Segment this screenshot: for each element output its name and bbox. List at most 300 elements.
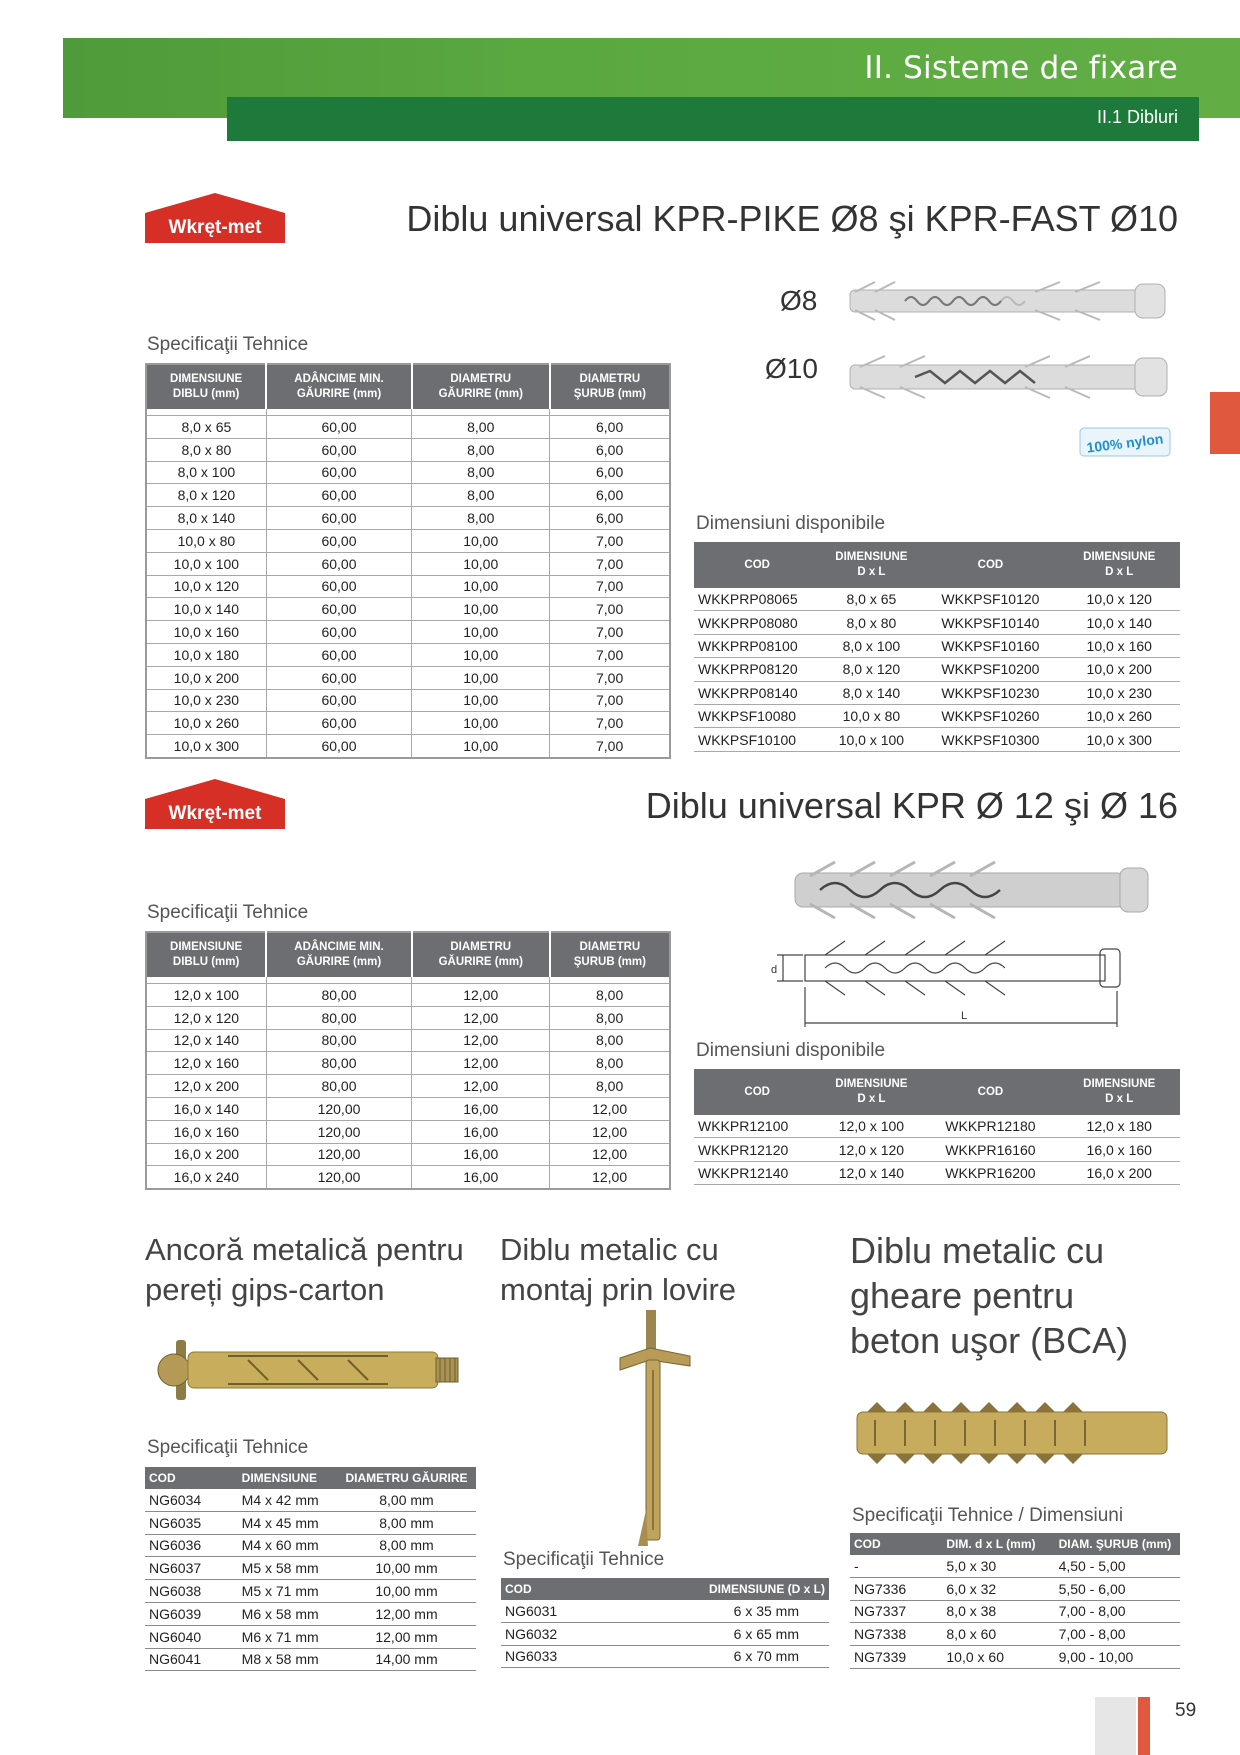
table-cell: 120,00 — [266, 1143, 411, 1166]
table-cell: 12,00 — [550, 1166, 670, 1189]
column-header-line: DIMENSIUNE — [170, 373, 243, 385]
table-cell: WKKPR16160 — [922, 1138, 1058, 1161]
table-cell: 16,00 — [412, 1120, 550, 1143]
table-row — [146, 1029, 670, 1052]
table-cell: NG7338 — [850, 1623, 942, 1646]
table-cell: 8,0 x 140 — [820, 681, 922, 704]
column-header: DIMENSIUNE — [238, 1467, 337, 1489]
column-header-line: D x L — [1105, 566, 1134, 578]
nylon-badge — [1078, 424, 1173, 460]
table-cell: 8,0 x 120 — [146, 484, 266, 507]
avail-table-s2 — [694, 1069, 1180, 1185]
table-cell: 60,00 — [266, 484, 411, 507]
table-cell: 120,00 — [266, 1097, 411, 1120]
column-header-line: DIAMETRU — [579, 941, 641, 953]
column-header-line: DIAMETRU — [579, 373, 641, 385]
table-cell: 10,00 mm — [337, 1580, 476, 1603]
column-header-line: GĂURIRE (mm) — [438, 388, 523, 400]
table-cell: 10,0 x 260 — [1058, 704, 1180, 727]
table-cell: 120,00 — [266, 1120, 411, 1143]
table-cell: 8,0 x 100 — [146, 461, 266, 484]
nylon-badge-text: 100% nylon — [1085, 430, 1165, 456]
table-cell: 12,0 x 100 — [146, 984, 266, 1007]
spec-label-s5: Specificaţii Tehnice / Dimensiuni — [852, 1505, 1124, 1526]
table-cell: 7,00 — [550, 575, 670, 598]
table-cell: 7,00 — [550, 666, 670, 689]
table-cell: 8,00 — [550, 1075, 670, 1098]
table-cell: M5 x 71 mm — [238, 1580, 337, 1603]
table-row — [694, 611, 1180, 634]
table-cell: 60,00 — [266, 712, 411, 735]
table-cell: 8,00 mm — [337, 1511, 476, 1534]
table-cell: 7,00 - 8,00 — [1055, 1600, 1180, 1623]
table-cell: NG7337 — [850, 1600, 942, 1623]
page-corner-grey — [1095, 1697, 1136, 1755]
table-cell: 7,00 — [550, 735, 670, 758]
column-header-line: DIMENSIUNE — [1083, 551, 1156, 563]
table-cell: 8,00 — [412, 507, 550, 530]
table-cell: 12,0 x 100 — [820, 1115, 922, 1138]
table-cell: 8,0 x 100 — [820, 634, 922, 657]
table-cell: 10,0 x 140 — [1058, 611, 1180, 634]
table-cell: 6,00 — [550, 461, 670, 484]
column-header — [922, 542, 1058, 588]
table-cell: 12,0 x 160 — [146, 1052, 266, 1075]
table-header-row — [694, 1069, 1180, 1115]
column-header-line: ADÂNCIME MIN. — [294, 941, 384, 953]
avail-label-s1: Dimensiuni disponibile — [696, 513, 886, 534]
table-row — [694, 728, 1180, 751]
table-row — [145, 1557, 476, 1580]
table-cell: 8,00 — [550, 984, 670, 1007]
title-bca — [850, 1228, 1128, 1363]
table-row — [145, 1534, 476, 1557]
table-cell: NG6035 — [145, 1511, 238, 1534]
table-cell: 60,00 — [266, 461, 411, 484]
table-row — [501, 1645, 829, 1668]
column-header — [266, 364, 411, 409]
table-cell: 6,00 — [550, 484, 670, 507]
table-cell: 12,00 — [550, 1097, 670, 1120]
table-cell: 16,0 x 200 — [1058, 1161, 1180, 1184]
column-header — [550, 364, 670, 409]
table-row — [145, 1625, 476, 1648]
table-cell: 8,00 mm — [337, 1534, 476, 1557]
table-cell: 12,00 — [550, 1143, 670, 1166]
table-cell: 10,00 — [412, 735, 550, 758]
spec-label-s2: Specificaţii Tehnice — [147, 902, 309, 923]
table-cell: 10,00 — [412, 689, 550, 712]
table-cell: 10,0 x 300 — [146, 735, 266, 758]
table-cell: 7,00 — [550, 621, 670, 644]
table-cell: NG6033 — [501, 1645, 681, 1668]
table-cell: 7,00 — [550, 689, 670, 712]
table-cell: 7,00 — [550, 529, 670, 552]
table-row — [146, 666, 670, 689]
table-cell: 6,00 — [550, 507, 670, 530]
page-number: 59 — [1175, 1700, 1197, 1721]
table-cell: 60,00 — [266, 598, 411, 621]
column-header: DIAMETRU GĂURIRE — [337, 1467, 476, 1489]
spec-label-s4: Specificaţii Tehnice — [503, 1549, 665, 1570]
table-cell: 6 x 35 mm — [681, 1600, 829, 1622]
dowel-technical-drawing — [765, 935, 1165, 1030]
table-row — [694, 588, 1180, 611]
table-row — [146, 552, 670, 575]
brand-logo — [145, 193, 285, 243]
brand-logo-text: Wkręt-met — [168, 217, 262, 238]
column-header-line: COD — [977, 1085, 1004, 1098]
table-cell: 10,00 — [412, 575, 550, 598]
column-header-line: ŞURUB (mm) — [573, 388, 646, 400]
table-cell: 12,0 x 120 — [146, 1006, 266, 1029]
spec-label-s3: Specificaţii Tehnice — [147, 1437, 309, 1458]
table-cell: WKKPSF10160 — [922, 634, 1058, 657]
table-cell: 16,0 x 160 — [1058, 1138, 1180, 1161]
table-cell: 8,0 x 65 — [820, 588, 922, 611]
table-cell: 12,00 mm — [337, 1602, 476, 1625]
table-cell: NG6034 — [145, 1489, 238, 1511]
table-row — [146, 1097, 670, 1120]
table-cell: 12,00 — [412, 984, 550, 1007]
title-lovire-line2: montaj prin lovire — [500, 1272, 737, 1307]
column-header — [550, 932, 670, 977]
table-cell: WKKPR12180 — [922, 1115, 1058, 1138]
column-header-line: DIBLU (mm) — [172, 956, 240, 968]
table-row — [146, 438, 670, 461]
column-header: COD — [850, 1533, 942, 1555]
table-cell: WKKPRP08100 — [694, 634, 820, 657]
table-cell: 10,0 x 120 — [146, 575, 266, 598]
side-tab-marker — [1210, 392, 1240, 454]
column-header-line: ADÂNCIME MIN. — [294, 373, 384, 385]
table-cell: 16,0 x 140 — [146, 1097, 266, 1120]
table-cell: - — [850, 1555, 942, 1577]
table-cell: NG6041 — [145, 1648, 238, 1671]
bca-anchor-image — [855, 1400, 1170, 1466]
table-cell: 80,00 — [266, 1029, 411, 1052]
table-cell: NG6039 — [145, 1602, 238, 1625]
table-cell: 8,0 x 60 — [942, 1623, 1054, 1646]
table-cell: 6,0 x 32 — [942, 1577, 1054, 1600]
table-cell: 12,0 x 200 — [146, 1075, 266, 1098]
table-cell: WKKPSF10080 — [694, 704, 820, 727]
table-cell: 10,0 x 230 — [146, 689, 266, 712]
table-cell: 6 x 70 mm — [681, 1645, 829, 1668]
table-row — [146, 735, 670, 758]
brand-logo — [145, 779, 285, 829]
table-cell: 10,0 x 180 — [146, 643, 266, 666]
table-row — [694, 1115, 1180, 1138]
table-cell: 60,00 — [266, 643, 411, 666]
column-header-line: D x L — [857, 566, 886, 578]
column-header: DIAM. ŞURUB (mm) — [1055, 1533, 1180, 1555]
metal-anchor-image — [148, 1330, 488, 1410]
table-cell: 16,00 — [412, 1097, 550, 1120]
table-cell: 16,0 x 240 — [146, 1166, 266, 1189]
column-header-line: DIMENSIUNE — [835, 1078, 908, 1090]
table-cell: 12,0 x 120 — [820, 1138, 922, 1161]
title-bca-line3: beton uşor (BCA) — [850, 1320, 1129, 1361]
table-header-row — [501, 1578, 829, 1600]
table-cell: 16,0 x 200 — [146, 1143, 266, 1166]
table-cell: 12,00 — [412, 1075, 550, 1098]
chapter-title: II. Sisteme de fixare — [864, 50, 1178, 86]
table-cell: NG6040 — [145, 1625, 238, 1648]
table-cell: 60,00 — [266, 575, 411, 598]
column-header — [412, 364, 550, 409]
page-corner-red — [1138, 1697, 1150, 1755]
table-row — [145, 1511, 476, 1534]
table-cell: WKKPRP08140 — [694, 681, 820, 704]
table-cell: WKKPSF10300 — [922, 728, 1058, 751]
table-header-row — [850, 1533, 1180, 1555]
column-header-line: COD — [744, 558, 770, 571]
table-cell: M4 x 60 mm — [238, 1534, 337, 1557]
column-header — [694, 542, 820, 588]
table-cell: 10,0 x 100 — [820, 728, 922, 751]
table-row — [146, 1120, 670, 1143]
table-row — [145, 1489, 476, 1511]
spec-table-ancora — [145, 1467, 476, 1671]
table-row — [146, 598, 670, 621]
table-cell: 10,00 — [412, 621, 550, 644]
table-cell: M6 x 71 mm — [238, 1625, 337, 1648]
table-cell: 6 x 65 mm — [681, 1622, 829, 1645]
table-cell: WKKPR16200 — [922, 1161, 1058, 1184]
table-cell: 60,00 — [266, 507, 411, 530]
table-cell: 12,00 — [412, 1052, 550, 1075]
title-lovire — [500, 1230, 736, 1310]
table-cell: NG6038 — [145, 1580, 238, 1603]
table-cell: 6,00 — [550, 438, 670, 461]
table-row — [501, 1600, 829, 1622]
table-cell: 80,00 — [266, 1006, 411, 1029]
column-header — [694, 1069, 820, 1115]
table-cell: 10,0 x 100 — [146, 552, 266, 575]
table-row — [694, 1138, 1180, 1161]
table-row — [146, 1075, 670, 1098]
table-cell: 10,0 x 200 — [146, 666, 266, 689]
spec-table-lovire — [501, 1578, 829, 1668]
column-header-line: DIAMETRU — [450, 941, 512, 953]
table-cell: WKKPR12120 — [694, 1138, 820, 1161]
table-cell: 80,00 — [266, 1075, 411, 1098]
label-d10: Ø10 — [765, 353, 818, 384]
table-cell: 10,0 x 200 — [1058, 658, 1180, 681]
table-cell: 7,00 — [550, 552, 670, 575]
table-cell: 8,0 x 120 — [820, 658, 922, 681]
table-row — [146, 643, 670, 666]
table-row — [850, 1577, 1180, 1600]
title-bca-line1: Diblu metalic cu — [850, 1230, 1105, 1271]
table-cell: 60,00 — [266, 438, 411, 461]
table-cell: WKKPRP08080 — [694, 611, 820, 634]
header-sub-band — [227, 97, 1199, 141]
table-cell: 10,00 — [412, 712, 550, 735]
table-cell: NG6031 — [501, 1600, 681, 1622]
table-cell: 16,0 x 160 — [146, 1120, 266, 1143]
table-cell: 7,00 — [550, 643, 670, 666]
table-cell: 8,00 — [550, 1006, 670, 1029]
table-cell: 16,00 — [412, 1143, 550, 1166]
table-row — [694, 658, 1180, 681]
brand-logo-text: Wkręt-met — [168, 803, 262, 824]
table-cell: 10,0 x 80 — [820, 704, 922, 727]
column-header-line: DIMENSIUNE — [170, 941, 243, 953]
table-cell: 10,0 x 60 — [942, 1646, 1054, 1669]
table-cell: 80,00 — [266, 984, 411, 1007]
title-ancora — [145, 1230, 464, 1310]
table-cell: WKKPRP08065 — [694, 588, 820, 611]
title-ancora-line2: pereți gips-carton — [145, 1272, 385, 1307]
table-cell: M8 x 58 mm — [238, 1648, 337, 1671]
column-header — [146, 364, 266, 409]
column-header: DIM. d x L (mm) — [942, 1533, 1054, 1555]
table-cell: WKKPSF10120 — [922, 588, 1058, 611]
dowel-d8-image — [845, 278, 1175, 324]
table-cell: 8,00 — [412, 484, 550, 507]
table-header-row — [694, 542, 1180, 588]
column-header-line: DIAMETRU — [450, 373, 512, 385]
column-header-line: ŞURUB (mm) — [573, 956, 646, 968]
table-cell: 6,00 — [550, 416, 670, 439]
column-header-line: GĂURIRE (mm) — [438, 956, 523, 968]
table-cell: 8,00 — [550, 1052, 670, 1075]
column-header — [266, 932, 411, 977]
table-cell: WKKPSF10230 — [922, 681, 1058, 704]
table-row — [146, 1052, 670, 1075]
section-subtitle: II.1 Dibluri — [1096, 107, 1178, 127]
table-header-row — [146, 932, 670, 977]
table-row — [146, 484, 670, 507]
table-cell: 10,0 x 230 — [1058, 681, 1180, 704]
table-row — [694, 704, 1180, 727]
table-row — [850, 1555, 1180, 1577]
table-cell: NG6032 — [501, 1622, 681, 1645]
table-row — [850, 1623, 1180, 1646]
table-cell: 7,00 — [550, 598, 670, 621]
table-cell: 16,00 — [412, 1166, 550, 1189]
table-header-row — [146, 364, 670, 409]
table-cell: 12,0 x 140 — [146, 1029, 266, 1052]
title-ancora-line1: Ancoră metalică pentru — [145, 1232, 464, 1267]
table-cell: 7,00 - 8,00 — [1055, 1623, 1180, 1646]
table-cell: 10,0 x 300 — [1058, 728, 1180, 751]
table-row — [694, 1161, 1180, 1184]
table-cell: 60,00 — [266, 621, 411, 644]
column-header — [922, 1069, 1058, 1115]
table-cell: 8,0 x 38 — [942, 1600, 1054, 1623]
table-cell: NG6036 — [145, 1534, 238, 1557]
table-row — [146, 689, 670, 712]
spec-label-s1: Specificaţii Tehnice — [147, 334, 309, 355]
table-cell: 5,50 - 6,00 — [1055, 1577, 1180, 1600]
table-cell: 60,00 — [266, 689, 411, 712]
column-header — [820, 1069, 922, 1115]
title-bca-line2: gheare pentru — [850, 1275, 1075, 1316]
avail-table-s1 — [694, 542, 1180, 752]
table-cell: M6 x 58 mm — [238, 1602, 337, 1625]
table-cell: 10,0 x 120 — [1058, 588, 1180, 611]
table-cell: 10,00 — [412, 552, 550, 575]
table-cell: 8,0 x 140 — [146, 507, 266, 530]
table-cell: 80,00 — [266, 1052, 411, 1075]
table-row — [146, 1006, 670, 1029]
table-cell: 7,00 — [550, 712, 670, 735]
table-row — [146, 461, 670, 484]
table-cell: 10,0 x 160 — [146, 621, 266, 644]
table-cell: 12,00 — [550, 1120, 670, 1143]
table-row — [146, 1166, 670, 1189]
table-cell: WKKPSF10200 — [922, 658, 1058, 681]
table-cell: 60,00 — [266, 529, 411, 552]
table-cell: 8,00 — [412, 438, 550, 461]
table-row — [145, 1580, 476, 1603]
dowel-kpr-image — [790, 858, 1160, 923]
table-row — [694, 681, 1180, 704]
column-header — [412, 932, 550, 977]
table-cell: NG7339 — [850, 1646, 942, 1669]
table-cell: 120,00 — [266, 1166, 411, 1189]
table-row — [146, 575, 670, 598]
column-header — [820, 542, 922, 588]
avail-label-s2: Dimensiuni disponibile — [696, 1040, 886, 1061]
column-header-line: D x L — [1105, 1093, 1134, 1105]
spec-table-bca — [850, 1533, 1180, 1669]
table-row — [850, 1600, 1180, 1623]
table-cell: 8,0 x 80 — [820, 611, 922, 634]
spec-table-s2 — [145, 931, 671, 1190]
table-cell: WKKPSF10260 — [922, 704, 1058, 727]
table-cell: 10,0 x 260 — [146, 712, 266, 735]
table-cell: WKKPRP08120 — [694, 658, 820, 681]
table-cell: M5 x 58 mm — [238, 1557, 337, 1580]
column-header — [1058, 1069, 1180, 1115]
table-row — [146, 621, 670, 644]
table-cell: 12,0 x 180 — [1058, 1115, 1180, 1138]
table-cell: NG7336 — [850, 1577, 942, 1600]
table-row — [146, 529, 670, 552]
table-cell: 14,00 mm — [337, 1648, 476, 1671]
table-cell: 12,00 — [412, 1029, 550, 1052]
table-cell: 60,00 — [266, 735, 411, 758]
table-cell: 5,0 x 30 — [942, 1555, 1054, 1577]
spec-table-s1 — [145, 363, 671, 759]
column-header-line: GĂURIRE (mm) — [296, 956, 382, 968]
table-cell: 12,0 x 140 — [820, 1161, 922, 1184]
table-cell: 10,0 x 140 — [146, 598, 266, 621]
table-cell: 60,00 — [266, 666, 411, 689]
hammer-anchor-image — [600, 1310, 710, 1550]
title-lovire-line1: Diblu metalic cu — [500, 1232, 719, 1267]
table-row — [145, 1602, 476, 1625]
table-cell: 10,00 mm — [337, 1557, 476, 1580]
column-header-line: DIBLU (mm) — [172, 388, 240, 400]
table-row — [146, 984, 670, 1007]
column-header — [146, 932, 266, 977]
table-cell: WKKPSF10100 — [694, 728, 820, 751]
column-header-line: COD — [977, 558, 1004, 571]
table-cell: 4,50 - 5,00 — [1055, 1555, 1180, 1577]
table-cell: 8,00 mm — [337, 1489, 476, 1511]
table-row — [146, 507, 670, 530]
table-cell: 10,00 — [412, 666, 550, 689]
table-row — [501, 1622, 829, 1645]
table-cell: 9,00 - 10,00 — [1055, 1646, 1180, 1669]
table-row — [146, 712, 670, 735]
table-cell: WKKPR12100 — [694, 1115, 820, 1138]
